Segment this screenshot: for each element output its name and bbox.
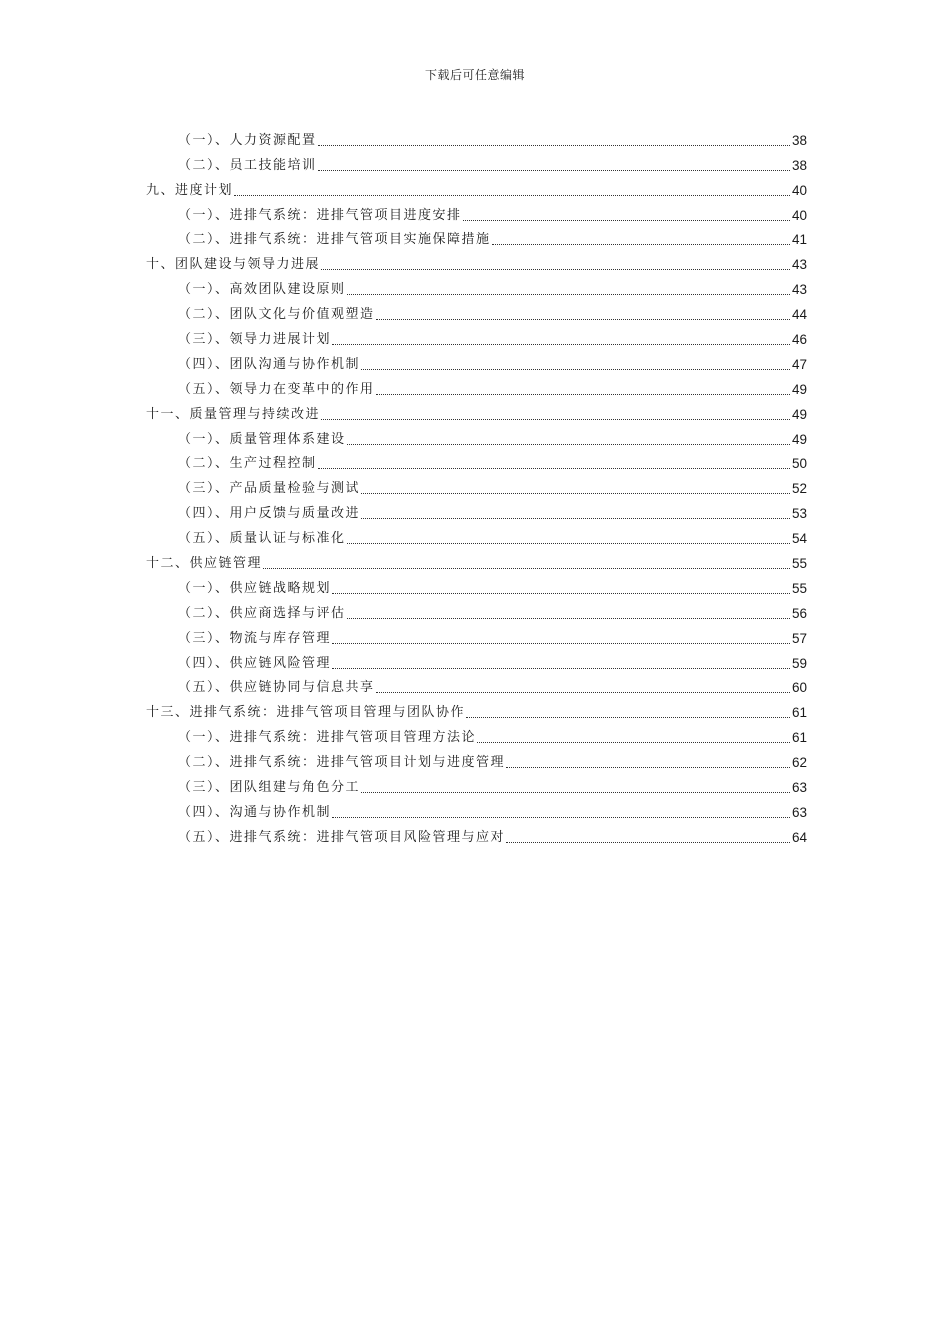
- toc-dot-leader: [506, 842, 790, 843]
- toc-entry-title: （五）、质量认证与标准化: [178, 531, 346, 547]
- toc-entry-title: （二）、团队文化与价值观塑造: [178, 307, 375, 323]
- toc-dot-leader: [361, 369, 790, 370]
- toc-section-entry[interactable]: [146, 425, 807, 450]
- toc-dot-leader: [332, 643, 790, 644]
- toc-dot-leader: [506, 767, 790, 768]
- toc-dot-leader: [347, 444, 790, 445]
- toc-entry-title: （四）、团队沟通与协作机制: [178, 356, 361, 372]
- toc-entry-title: （一）、人力资源配置: [178, 132, 317, 148]
- toc-section-entry[interactable]: [146, 126, 807, 151]
- toc-page-number: 56: [791, 605, 807, 621]
- toc-entry-title: （一）、进排气系统：进排气管项目进度安排: [178, 207, 462, 223]
- toc-section-entry[interactable]: [146, 375, 807, 400]
- toc-page-number: 61: [791, 730, 807, 746]
- toc-section-entry[interactable]: [146, 823, 807, 848]
- toc-page-number: 63: [791, 780, 807, 796]
- toc-dot-leader: [477, 742, 790, 743]
- toc-dot-leader: [318, 468, 790, 469]
- toc-entry-title: 十、团队建设与领导力进展: [146, 257, 321, 273]
- toc-section-entry[interactable]: [146, 748, 807, 773]
- toc-section-entry[interactable]: [146, 674, 807, 699]
- page-header: 下载后可任意编辑: [424, 68, 525, 82]
- toc-entry-title: （五）、进排气系统：进排气管项目风险管理与应对: [178, 829, 506, 845]
- toc-dot-leader: [361, 792, 790, 793]
- toc-entry-title: 十三、进排气系统：进排气管项目管理与团队协作: [146, 705, 466, 721]
- toc-dot-leader: [332, 593, 790, 594]
- toc-dot-leader: [492, 244, 790, 245]
- toc-page-number: 60: [791, 680, 807, 696]
- toc-entry-title: （三）、物流与库存管理: [178, 630, 332, 646]
- toc-page-number: 38: [791, 157, 807, 173]
- toc-dot-leader: [332, 817, 790, 818]
- toc-dot-leader: [321, 269, 790, 270]
- toc-page-number: 47: [791, 356, 807, 372]
- toc-page-number: 55: [791, 580, 807, 596]
- toc-page-number: 64: [791, 829, 807, 845]
- toc-dot-leader: [347, 294, 790, 295]
- toc-dot-leader: [234, 195, 790, 196]
- toc-section-entry[interactable]: [146, 350, 807, 375]
- toc-entry-title: （二）、进排气系统：进排气管项目实施保障措施: [178, 232, 491, 248]
- toc-section-entry[interactable]: [146, 599, 807, 624]
- toc-page-number: 43: [791, 282, 807, 298]
- toc-dot-leader: [376, 692, 790, 693]
- toc-page-number: 57: [791, 630, 807, 646]
- toc-page-number: 61: [791, 705, 807, 721]
- toc-dot-leader: [466, 717, 790, 718]
- toc-entry-title: （一）、供应链战略规划: [178, 580, 332, 596]
- toc-section-entry[interactable]: [146, 450, 807, 475]
- toc-page-number: 62: [791, 755, 807, 771]
- toc-page-number: 44: [791, 307, 807, 323]
- toc-section-entry[interactable]: [146, 574, 807, 599]
- toc-entry-title: （二）、员工技能培训: [178, 157, 317, 173]
- toc-page-number: 63: [791, 804, 807, 820]
- toc-entry-title: （四）、沟通与协作机制: [178, 804, 332, 820]
- toc-dot-leader: [463, 220, 790, 221]
- toc-entry-title: 十二、供应链管理: [146, 556, 263, 572]
- toc-page-number: 55: [791, 556, 807, 572]
- toc-page-number: 49: [791, 406, 807, 422]
- toc-chapter-entry[interactable]: [146, 176, 807, 201]
- toc-page-number: 50: [791, 456, 807, 472]
- toc-page-number: 38: [791, 132, 807, 148]
- toc-entry-title: （三）、领导力进展计划: [178, 332, 332, 348]
- toc-page-number: 53: [791, 506, 807, 522]
- toc-page-number: 41: [791, 232, 807, 248]
- toc-section-entry[interactable]: [146, 325, 807, 350]
- toc-section-entry[interactable]: [146, 275, 807, 300]
- toc-page-number: 59: [791, 655, 807, 671]
- toc-page-number: 49: [791, 431, 807, 447]
- toc-page-number: 49: [791, 381, 807, 397]
- toc-section-entry[interactable]: [146, 798, 807, 823]
- toc-dot-leader: [263, 568, 790, 569]
- toc-chapter-entry[interactable]: [146, 250, 807, 275]
- toc-dot-leader: [332, 344, 790, 345]
- toc-section-entry[interactable]: [146, 773, 807, 798]
- toc-entry-title: （一）、进排气系统：进排气管项目管理方法论: [178, 730, 477, 746]
- toc-page-number: 54: [791, 531, 807, 547]
- toc-page-number: 52: [791, 481, 807, 497]
- toc-section-entry[interactable]: [146, 474, 807, 499]
- toc-section-entry[interactable]: [146, 524, 807, 549]
- toc-dot-leader: [347, 618, 790, 619]
- toc-entry-title: （一）、高效团队建设原则: [178, 282, 346, 298]
- toc-dot-leader: [361, 493, 790, 494]
- toc-section-entry[interactable]: [146, 226, 807, 251]
- toc-dot-leader: [318, 170, 790, 171]
- toc-dot-leader: [376, 394, 790, 395]
- toc-page-number: 40: [791, 207, 807, 223]
- toc-section-entry[interactable]: [146, 201, 807, 226]
- toc-entry-title: （二）、生产过程控制: [178, 456, 317, 472]
- toc-entry-title: （二）、供应商选择与评估: [178, 605, 346, 621]
- toc-section-entry[interactable]: [146, 151, 807, 176]
- toc-entry-title: （五）、领导力在变革中的作用: [178, 381, 375, 397]
- toc-dot-leader: [347, 543, 790, 544]
- toc-section-entry[interactable]: [146, 723, 807, 748]
- toc-page-number: 46: [791, 332, 807, 348]
- toc-entry-title: （一）、质量管理体系建设: [178, 431, 346, 447]
- toc-entry-title: （四）、供应链风险管理: [178, 655, 332, 671]
- toc-chapter-entry[interactable]: [146, 698, 807, 723]
- toc-dot-leader: [332, 668, 790, 669]
- toc-entry-title: （五）、供应链协同与信息共享: [178, 680, 375, 696]
- toc-dot-leader: [376, 319, 790, 320]
- toc-section-entry[interactable]: [146, 649, 807, 674]
- toc-section-entry[interactable]: [146, 499, 807, 524]
- toc-dot-leader: [321, 419, 790, 420]
- toc-entry-title: 九、进度计划: [146, 182, 234, 198]
- table-of-contents: [146, 126, 807, 848]
- toc-chapter-entry[interactable]: [146, 400, 807, 425]
- toc-entry-title: （二）、进排气系统：进排气管项目计划与进度管理: [178, 755, 506, 771]
- toc-entry-title: 十一、质量管理与持续改进: [146, 406, 321, 422]
- toc-section-entry[interactable]: [146, 624, 807, 649]
- toc-dot-leader: [361, 518, 790, 519]
- toc-entry-title: （三）、团队组建与角色分工: [178, 780, 361, 796]
- toc-section-entry[interactable]: [146, 300, 807, 325]
- toc-entry-title: （四）、用户反馈与质量改进: [178, 506, 361, 522]
- toc-page-number: 43: [791, 257, 807, 273]
- toc-dot-leader: [318, 145, 790, 146]
- toc-entry-title: （三）、产品质量检验与测试: [178, 481, 361, 497]
- toc-chapter-entry[interactable]: [146, 549, 807, 574]
- toc-page-number: 40: [791, 182, 807, 198]
